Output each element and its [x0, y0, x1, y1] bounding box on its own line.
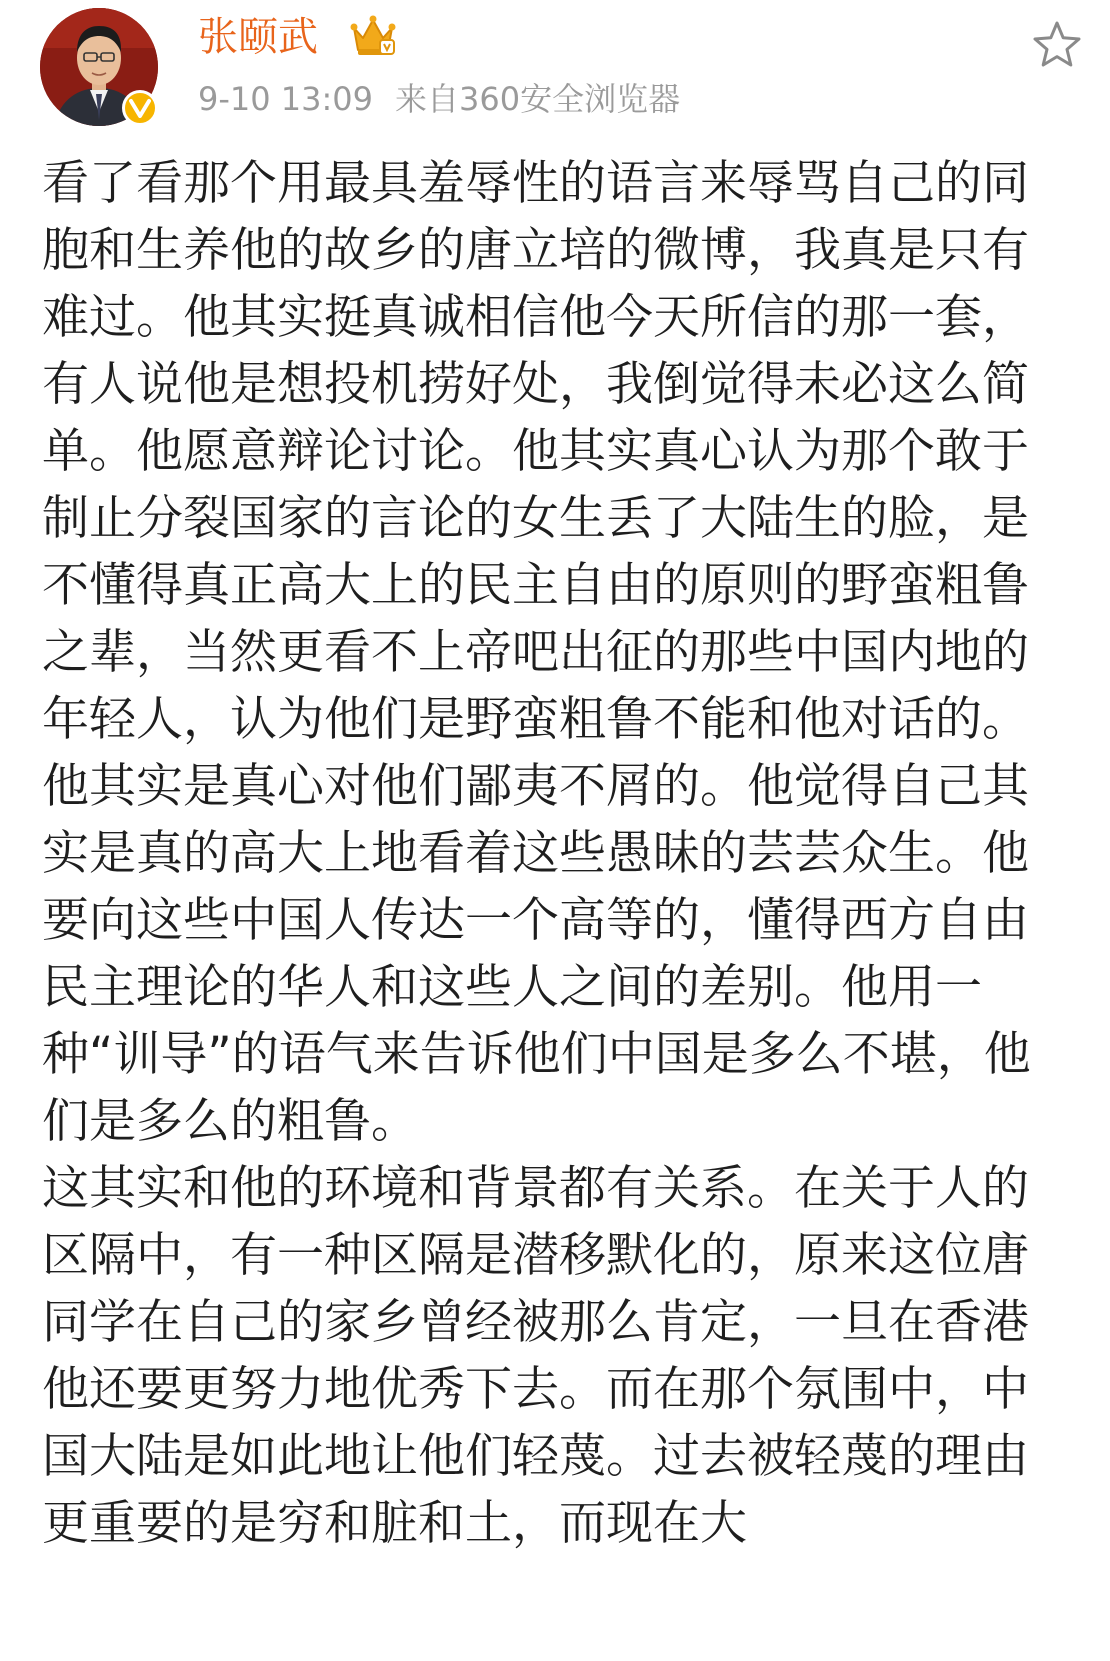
- post-paragraph: 看了看那个用最具羞辱性的语言来辱骂自己的同胞和生养他的故乡的唐立培的微博，我真是只有难过。他其实挺真诚相信他今天所信的那一套，有人说他是想投机捞好处，我倒觉得未必这么简单。他愿意辩论讨论。他其实真心认为那个敢于制止分裂国家的言论的女生丢了大陆生的脸，是不懂得真正高大上的民主自由的原则的野蛮粗鲁之辈，当然更看不上帝吧出征的那些中国内地的年轻人，认为他们是野蛮粗鲁不能和他对话的。他其实是真心对他们鄙夷不屑的。他觉得自己其实是真的高大上地看着这些愚昧的芸芸众生。他要向这些中国人传达一个高等的，懂得西方自由民主理论的华人和这些人之间的差别。他用一种“训导”的语气来告诉他们中国是多么不堪，他们是多么的粗鲁。: [42, 156, 1031, 1149]
- post-source[interactable]: 来自360安全浏览器: [395, 80, 681, 118]
- vip-crown-icon[interactable]: [350, 14, 396, 58]
- post-timestamp: 9-10 13:09: [198, 80, 374, 118]
- favorite-button[interactable]: [1030, 18, 1084, 72]
- post-paragraph: 这其实和他的环境和背景都有关系。在关于人的区隔中，有一种区隔是潜移默化的，原来这位唐同学在自己的家乡曾经被那么肯定，一旦在香港他还要更努力地优秀下去。而在那个氛围中，中国大陆是如此地让他们轻蔑。过去被轻蔑的理由更重要的是穷和脏和土，而现在大: [42, 1161, 1029, 1551]
- post-content: [42, 150, 1072, 1557]
- verified-v-icon: [122, 90, 158, 126]
- post-header: [0, 0, 1110, 140]
- star-outline-icon: [1030, 18, 1084, 72]
- avatar[interactable]: [40, 8, 160, 128]
- post-meta: [198, 76, 680, 122]
- user-name[interactable]: 张颐武: [198, 14, 318, 60]
